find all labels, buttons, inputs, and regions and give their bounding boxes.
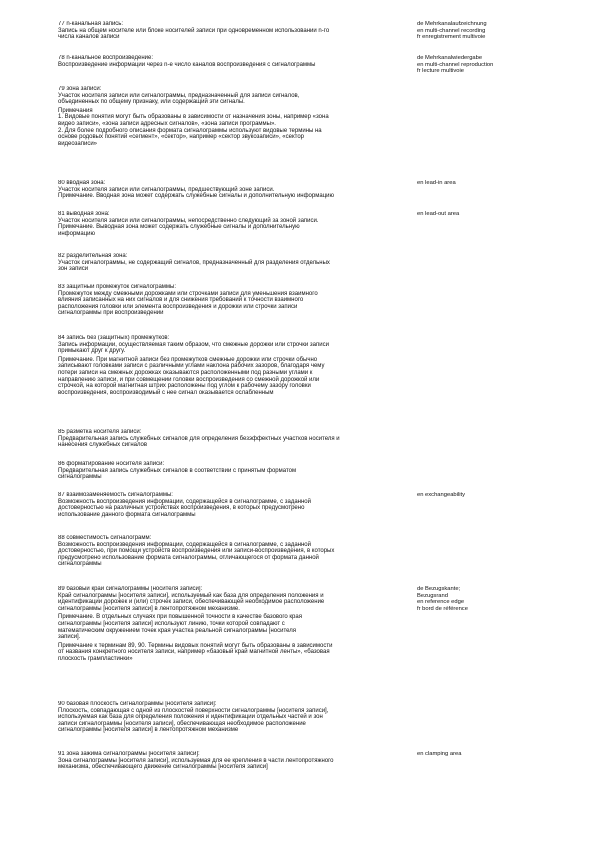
- term-definition: [58, 86, 410, 147]
- term-definition: [58, 211, 410, 237]
- foreign-equivalents: [417, 180, 537, 187]
- note-line: видео записи», «зона записи адресных сигналов», «зона записи программы».: [58, 120, 276, 127]
- note-line: Примечание к терминам 89, 90. Термины видовых понятий могут быть образованы в зависимости: [58, 642, 333, 649]
- definition-line: сигналограммы при воспроизведении: [58, 310, 164, 317]
- foreign-term: en clamping area: [417, 751, 462, 757]
- term-heading: 91 зона зажима сигналограммы [носителя записи]:: [58, 751, 200, 757]
- definition-line: записи сигналограммы [носителя записи], обеспечивающая необходимое расположение: [58, 720, 306, 727]
- foreign-term: en multi-channel reproduction: [417, 61, 494, 68]
- definition-line: Участок носителя записи или сигналограммы, предшествующий зоне записи.: [58, 186, 275, 193]
- foreign-term: fr bord de référence: [417, 605, 468, 612]
- definition-line: механизма, обеспечивающего движение сигналограммы [носителя записи]: [58, 764, 268, 771]
- definition-line: предусмотрено использование формата сигналограммы, отличающегося от формата данной: [58, 554, 319, 561]
- note-line: 1. Видовые понятия могут быть образованы в зависимости от назначения зоны, например «зона: [58, 114, 329, 121]
- note-line: записывают головками записи с различными углами наклона рабочих зазоров, благодаря чему: [58, 363, 325, 370]
- note-line: Примечание. Вводная зона может содержать служебные сигналы и дополнительную информацию: [58, 193, 334, 200]
- note-line: плоскость грампластинки»: [58, 655, 133, 662]
- definition-line: Запись информации, осуществляемая таким образом, что смежные дорожки или строчки записи: [58, 341, 329, 348]
- definition-line: Участок носителя записи или сигналограммы, непосредственно следующий за зоной записи.: [58, 217, 319, 224]
- note-line: 2. Для более подробного описания формата сигналограммы используют видовые термины на: [58, 127, 322, 134]
- term-definition: [58, 55, 410, 68]
- note-line: видеозаписи»: [58, 140, 98, 147]
- definition-line: Предварительная запись служебных сигналов для определения безэффектных участков носителя и: [58, 435, 340, 442]
- foreign-term: de Mehrkanalwiedergabe: [417, 55, 483, 61]
- definition-line: Участок сигналограммы, не содержащий сигналов, предназначенный для разделения отдельных: [58, 259, 330, 266]
- term-heading: 86 форматирование носителя записи:: [58, 461, 165, 467]
- term-heading: 87 взаимозаменяемость сигналограммы:: [58, 492, 173, 498]
- note-line: от названия конкретного носителя записи, например «базовый край магнитной ленты», «базовая: [58, 649, 330, 656]
- foreign-term: en lead-in area: [417, 180, 456, 186]
- definition-line: сигналограммы: [58, 474, 102, 481]
- foreign-term: de Bezugskante;: [417, 586, 461, 592]
- definition-line: Возможность воспроизведения информации, содержащейся в сигналограмме, с заданной: [58, 541, 311, 548]
- note-line: основе родовых понятий «сегмент», «сектор», например «сектор звукозаписи», «сектор: [58, 134, 305, 141]
- foreign-equivalents: [417, 55, 537, 75]
- term-heading: 81 выводная зона:: [58, 211, 110, 217]
- definition-line: примыкают друг к другу.: [58, 348, 126, 355]
- foreign-term: en multi-channel recording: [417, 27, 486, 34]
- foreign-term: en reference edge: [417, 599, 465, 606]
- foreign-term: fr lecture multivoie: [417, 68, 465, 75]
- foreign-term: de Mehrkanalaufzeichnung: [417, 21, 487, 27]
- foreign-term: en exchangeability: [417, 492, 466, 498]
- note-line: Примечание. При магнитной записи без промежутков смежные дорожки или строчки обычно: [58, 356, 318, 363]
- term-heading: 77 n-канальная запись:: [58, 21, 124, 27]
- term-definition: [58, 253, 410, 273]
- definition-line: расположения головки или элемента воспроизведения и дорожки или строчки записи: [58, 303, 298, 310]
- term-definition: [58, 284, 410, 317]
- foreign-equivalents: [417, 492, 537, 499]
- note-line: математическим окружением точек края участка реальной сигналограммы [носителя: [58, 627, 297, 634]
- term-heading: 90 базовая плоскость сигналограммы [носителя записи]:: [58, 701, 217, 707]
- definition-line: использование данного формата сигналограммы: [58, 511, 196, 518]
- definition-line: сигналограммы [носителя записи] в лентопротяжном механизме.: [58, 605, 240, 612]
- definition-line: Возможность воспроизведения информации, содержащейся в сигналограмме, с заданной: [58, 498, 311, 505]
- term-definition: [58, 535, 410, 568]
- note-line: сигналограммы [носителя записи] используют линию, точки которой совпадают с: [58, 620, 285, 627]
- term-heading: 84 запись без (защитных) промежутков:: [58, 335, 170, 341]
- definition-line: Воспроизведение информации через n-е число каналов воспроизведения с сигналограммы: [58, 61, 316, 68]
- definition-line: сигналограммы: [58, 561, 102, 568]
- foreign-term: Bezugsrand: [417, 592, 448, 599]
- note-line: Примечание. В отдельных случаях при повышенной точности в качестве базового края: [58, 614, 302, 621]
- term-definition: [58, 701, 410, 734]
- note-heading: Примечания: [58, 107, 93, 114]
- term-heading: 88 совместимость сигналограмм:: [58, 535, 152, 541]
- term-heading: 82 разделительная зона:: [58, 253, 128, 259]
- definition-line: достоверностью, при помощи устройств воспроизведения или записи-воспроизведения, в которых: [58, 548, 335, 555]
- foreign-equivalents: [417, 586, 537, 612]
- definition-line: Участок носителя записи или сигналограммы, предназначенный для записи сигналов,: [58, 92, 300, 99]
- term-heading: 80 вводная зона:: [58, 180, 106, 186]
- note-line: строчкой, на которой магнитная штрих расположены под углом к рабочему зазору головки: [58, 383, 311, 390]
- term-definition: [58, 21, 410, 41]
- term-heading: 79 зона записи:: [58, 86, 102, 92]
- definition-line: Предварительная запись служебных сигналов в соответствии с принятым форматом: [58, 467, 297, 474]
- term-definition: [58, 586, 410, 663]
- note-line: Примечание. Выводная зона может содержать служебные сигналы и дополнительную: [58, 224, 300, 231]
- term-heading: 78 n-канальное воспроизведение:: [58, 55, 154, 61]
- definition-line: используемая как база для определения положения и идентификации отдельных частей и зон: [58, 714, 323, 721]
- term-heading: 85 разметка носителя записи:: [58, 429, 142, 435]
- foreign-term: fr enregistrement multivoie: [417, 34, 486, 41]
- definition-line: Запись на общем носителе или блоке носителей записи при одновременном использовании n-го: [58, 27, 330, 34]
- definition-line: Зона сигналограммы [носителя записи], используемая для ее крепления в части лентопротяжного: [58, 757, 334, 764]
- definition-line: Плоскость, совпадающая с одной из плоскостей поверхности сигналограммы [носителя записи],: [58, 707, 329, 714]
- foreign-equivalents: [417, 21, 537, 41]
- term-heading: 89 базовый край сигналограммы [носителя записи]:: [58, 586, 203, 592]
- term-definition: [58, 461, 410, 481]
- note-line: записи].: [58, 634, 81, 641]
- term-definition: [58, 492, 410, 518]
- term-definition: [58, 180, 410, 200]
- term-definition: [58, 751, 410, 771]
- definition-line: объединенных по общему признаку, или содержащий эти сигналы.: [58, 99, 245, 106]
- definition-line: зон записи: [58, 266, 89, 273]
- note-line: направлению записи, и при совмещении головки воспроизведения со смежной дорожкой или: [58, 376, 320, 383]
- note-line: воспроизведения, воспроизводимый с нее сигнал оказывается ослабленным: [58, 389, 274, 396]
- definition-line: нанесения служебных сигналов: [58, 442, 148, 449]
- definition-line: идентификации дорожек и (или) строчек записи, обеспечивающей необходимое расположение: [58, 599, 325, 606]
- foreign-equivalents: [417, 751, 537, 758]
- note-line: информацию: [58, 230, 96, 237]
- definition-line: Край сигналограммы [носителя записи], используемый как база для определения положения и: [58, 592, 324, 599]
- note-line: потери записи на смежных дорожках оказываются расположенными под разными углами к: [58, 369, 313, 376]
- foreign-term: en lead-out area: [417, 211, 460, 217]
- definition-line: Промежуток между смежными дорожками или строчками записи для уменьшения взаимного: [58, 290, 318, 297]
- foreign-equivalents: [417, 211, 537, 218]
- term-definition: [58, 335, 410, 396]
- definition-line: числа каналов записи: [58, 34, 120, 41]
- definition-line: сигналограммы [носителя записи] в лентопротяжном механизме: [58, 727, 239, 734]
- term-definition: [58, 429, 410, 449]
- definition-line: достоверностью на различных устройствах воспроизведения, в которых предусмотрено: [58, 505, 305, 512]
- definition-line: влияния записанных на них сигналов и для снижения требований к точности взаимного: [58, 297, 304, 304]
- term-heading: 83 защитный промежуток сигналограммы:: [58, 284, 177, 290]
